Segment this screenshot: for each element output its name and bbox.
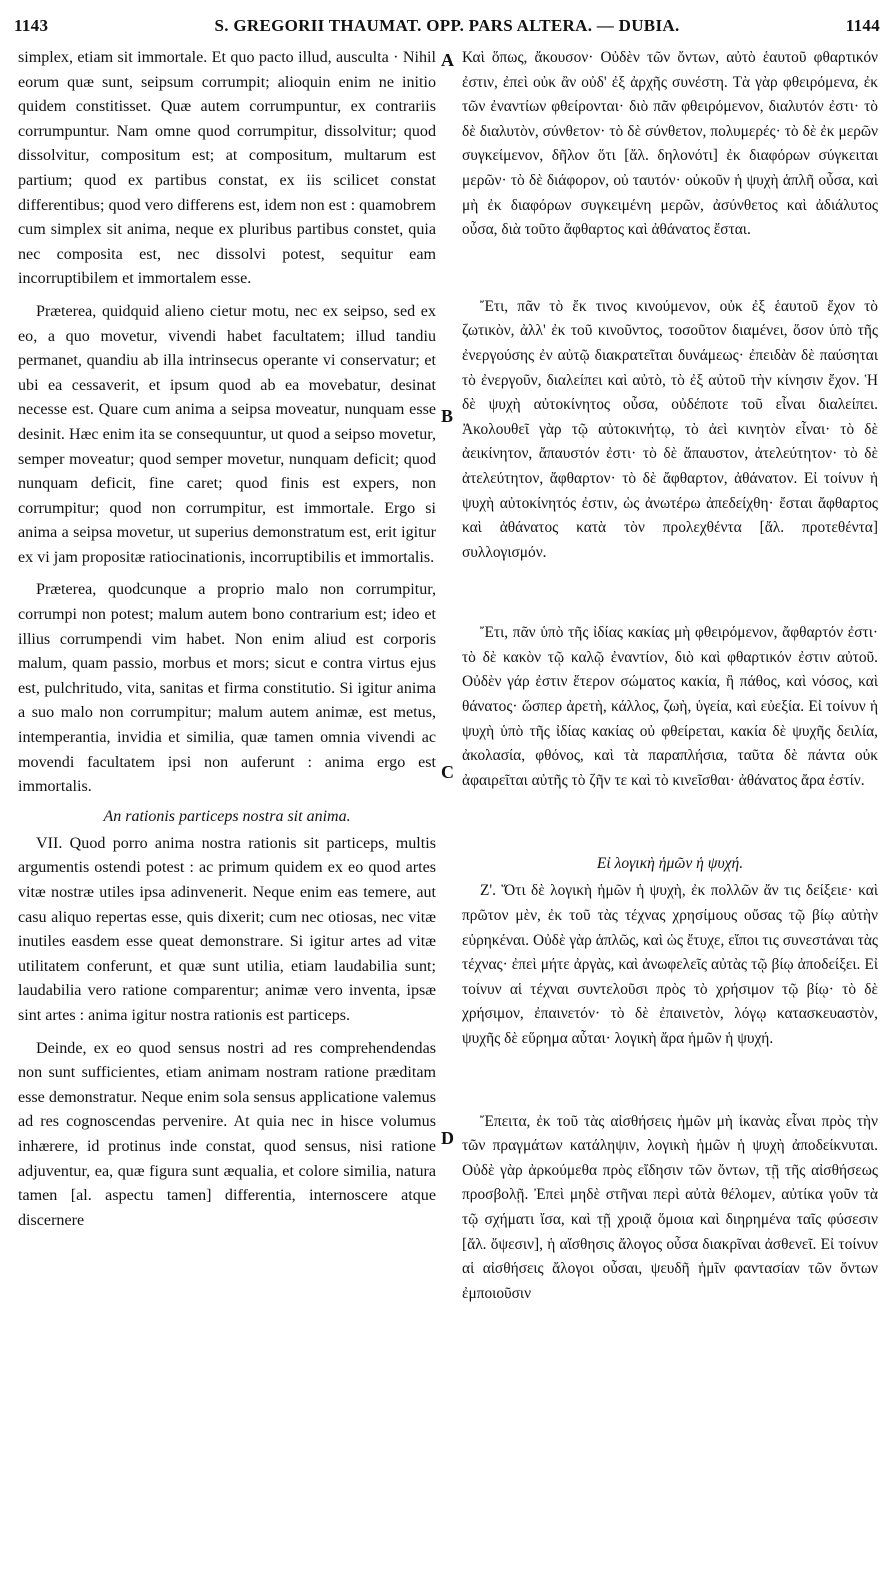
greek-paragraph-3: Ἔτι, πᾶν ὑπὸ τῆς ἰδίας κακίας μὴ φθειρόμενον, ἄφθαρτόν ἐστι· τὸ δὲ κακὸν τῷ καλῷ ἐναντίον, διὸ καὶ φθαρτικόν ἐστιν αὐτοῦ. Οὐδὲν γάρ ἐστιν ἕτερον σώματος κακία, ἢ πάθος, καὶ νόσος, καὶ θάνατος· ὥσπερ ἀρετὴ, κάλλος, ζωὴ, ὑγεία, καὶ εὐεξία. Εἰ τοίνυν ἡ ψυχὴ ὑπὸ τῆς ἰδίας κακίας οὐ φθείρεται, κακία δὲ ψυχῆς δειλία, ἀκολασία, φθόνος, καὶ τὰ παραπλήσια, ταῦτα δὲ πάντα οὐκ ἀφαιρεῖται αὐτῆς τὸ ζῆν τε καὶ τὸ κινεῖσθαι· ἀθάνατος ἄρα ἐστίν. bbox=[462, 624, 878, 789]
greek-paragraph-1: Καὶ ὅπως, ἄκουσον· Οὐδὲν τῶν ὄντων, αὐτὸ ἑαυτοῦ φθαρτικόν ἐστιν, ἐπεὶ οὐκ ἂν οὐδ' ἐξ ἀρχῆς συνέστη. Τὰ γὰρ φθειρόμενα, ἐκ τῶν ἐναντίων φθείρονται· διὸ πᾶν φθειρόμενον, διαλυτόν ἐστι· τὸ δὲ διαλυτὸν, σύνθετον· τὸ δὲ σύνθετον, πολυμερές· τὸ δὲ ἐκ μερῶν συγκείμενον, δῆλον ὅτι [ἄλ. δηλονότι] ἐκ διαφόρων σύγκειται μερῶν· τὸ δὲ διάφορον, οὐ ταυτόν· οὐκοῦν ἡ ψυχὴ ἁπλῆ οὖσα, καὶ μὴ ἐκ διαφόρων συγκειμένη μερῶν, ἀσύνθετος καὶ ἀδιάλυτος οὖσα, διὰ τοῦτο ἄφθαρτος καὶ ἀθάνατος ἔσται. bbox=[462, 49, 878, 239]
latin-paragraph-1: simplex, etiam sit immortale. Et quo pacto illud, ausculta · Nihil eorum quæ sunt, seipsum corrumpit; alioquin enim ne initio quidem constitisset. Quæ autem corrumpuntur, ex contrariis corrumpuntur. Nam omne quod corrumpitur, dissolvitur; quod dissolvitur, compositum est; at compositum, multarum est partium; quod ex partibus constat, ex iis scilicet constat differentibus; quod vero differens est, idem non est : quamobrem cum simplex sit anima, neque ex pluribus partibus constet, quia nec composita est, nec dissolvi potest, sequitur eam incorruptibilem et immortalem esse. bbox=[18, 49, 436, 288]
latin-paragraph-3: Præterea, quodcunque a proprio malo non corrumpitur, corrumpi non potest; malum autem bono contrarium est; ideo et illius corrumpendi vim habet. Non enim aliud est corporis malum, quam passio, morbus et mors; sicut e contra virtus ejus est, pulchritudo, vita, sanitas et firma constitutio. Si igitur anima a suo malo non corrumpitur; malum autem animæ, est metus, intemperantia, invidia et similia, quæ tamen omnia vivendi ac movendi facultatem ipsi non auferunt : anima ergo est immortalis. bbox=[18, 581, 436, 796]
margin-letter-c: C bbox=[441, 762, 454, 782]
margin-letter-b: B bbox=[441, 406, 454, 426]
margin-letter-a: A bbox=[441, 50, 454, 70]
greek-section-heading: Εἰ λογικὴ ἡμῶν ἡ ψυχή. bbox=[596, 855, 744, 873]
greek-column bbox=[462, 46, 878, 1306]
left-page-number: 1143 bbox=[14, 16, 49, 35]
latin-column bbox=[18, 46, 436, 1233]
latin-paragraph-2: Præterea, quidquid alieno cietur motu, nec ex seipso, sed ex eo, a quo movetur, vivendi habet facultatem; illud tandiu permanet, quandiu ab illa intrinsecus operante vi conservatur; et ubi ea cessaverit, et ipsum quod ab ea movebatur, desinat necesse est. Quare cum anima a seipsa moveatur, nunquam esse desinit. Hæc enim ita se consequuntur, ut quod a seipso movetur, semper moveatur; quod semper movetur, nunquam deficit; quod nunquam deficit, fine caret; quod finis est expers, non corrumpitur; quod non corrumpitur, est immortale. Ergo si anima a seipsa movetur, ut superius demonstratum est, erit igitur ex vi jam propositæ ratiocinationis, incorruptibilis et immortalis. bbox=[18, 302, 436, 566]
margin-letter-d: D bbox=[441, 1128, 454, 1148]
running-header bbox=[14, 16, 880, 42]
latin-section-heading: An rationis particeps nostra sit anima. bbox=[103, 807, 351, 825]
latin-paragraph-4: VII. Quod porro anima nostra rationis sit particeps, multis argumentis ostendi potest : ac primum quidem ex eo quod artes vitæ nostræ utiles ipsa adinvenerit. Neque enim eas temere, aut casu aliquo repertas esse, quis dixerit; cum nec otiosas, nec vitæ inutiles easdem esse queat demonstrare. Si igitur artes ad vitæ utilitatem conferunt, et quæ sunt utilia, etiam laudabilia sunt; laudabilia vero ratione comparentur; animæ vero inventa, ipsæ sint artes : anima igitur nostra rationis est particeps. bbox=[18, 834, 436, 1024]
running-title: S. GREGORII THAUMAT. OPP. PARS ALTERA. — DUBIA. bbox=[214, 16, 680, 35]
greek-paragraph-4: Ζ'. Ὅτι δὲ λογικὴ ἡμῶν ἡ ψυχὴ, ἐκ πολλῶν ἄν τις δείξειε· καὶ πρῶτον μὲν, ἐκ τοῦ τὰς τέχνας χρησίμους οὔσας τῷ βίῳ αὐτὴν εὑρηκέναι. Οὐδὲ γὰρ ἁπλῶς, καὶ ὡς ἔτυχε, εἴποι τις συνεστάναι τὰς τέχνας· ἐπεὶ μήτε ἀργὰς, καὶ ἀνωφελεῖς αὐτὰς τῷ βίῳ ἀποδείξει. Εἰ τοίνυν αἱ τέχναι συντελοῦσι πρὸς τὸ χρήσιμον τῷ βίῳ· τὸ δὲ χρήσιμον, ἐπαινετόν· τὸ δὲ ἐπαινετὸν, λόγῳ κατασκευαστὸν, ψυχῆς δὲ εὕρημα αὗται· λογικὴ ἄρα ἡμῶν ἡ ψυχή. bbox=[462, 882, 878, 1047]
right-page-number: 1144 bbox=[845, 16, 880, 35]
greek-paragraph-5: Ἔπειτα, ἐκ τοῦ τὰς αἰσθήσεις ἡμῶν μὴ ἱκανὰς εἶναι πρὸς τὴν τῶν πραγμάτων κατάληψιν, λογικὴ ἡμῶν ἡ ψυχὴ ἀποδείκνυται. Οὐδὲ γὰρ ἀρκούμεθα πρὸς εἴδησιν τῶν ὄντων, τῇ τῆς αἰσθήσεως προσβολῇ. Ἐπεὶ μηδὲ στῆναι περὶ αὐτὰ θέλομεν, αὐτίκα γοῦν τὰ τῷ σχήματι ἴσα, καὶ τῇ χροιᾷ ὅμοια καὶ διηρημένα ταῖς φύσεσιν [ἄλ. ὄψεσιν], ἡ αἴσθησις ἄλογος οὖσα διακρῖναι ἀσθενεῖ. Εἰ τοίνυν αἱ αἰσθήσεις ἄλογοι οὖσαι, ψευδῆ ἡμῖν φαντασίαν τῶν ὄντων ἐμποιοῦσιν bbox=[462, 1112, 878, 1302]
greek-paragraph-2: Ἔτι, πᾶν τὸ ἔκ τινος κινούμενον, οὐκ ἐξ ἑαυτοῦ ἔχον τὸ ζωτικὸν, ἀλλ' ἐκ τοῦ κινοῦντος, τοσοῦτον διαμένει, ὅσον ὑπὸ τῆς ἐνεργούσης ἐν αὐτῷ διακρατεῖται δυνάμεως· ἐπειδὰν δὲ παύσηται τὸ ἐνεργοῦν, διαλείπει καὶ αὐτὸ, τὸ ἐξ αὐτοῦ τὴν κίνησιν ἔχον. Ἡ δὲ ψυχὴ αὐτοκίνητος οὖσα, οὐδέποτε τοῦ εἶναι διαλείπει. Ἀκολουθεῖ γὰρ τῷ αὐτοκινήτῳ, τὸ ἀεὶ κινητὸν εἶναι· τὸ δὲ ἀεικίνητον, ἄπαυστόν ἐστι· τὸ δὲ ἄπαυστον, ἀτελεύτητον· τὸ δὲ ἀτελεύτητον, ἄφθαρτον· τὸ δὲ ἄφθαρτον, ἀθάνατον. Εἰ τοίνυν ἡ ψυχὴ αὐτοκίνητός ἐστιν, ὡς ἀνωτέρω ἀπεδείχθη· ἔσται ἄφθαρτος καὶ ἀθάνατος κατὰ τὸν προλεχθέντα [ἄλ. προτεθέντα] συλλογισμόν. bbox=[462, 297, 878, 561]
latin-paragraph-5: Deinde, ex eo quod sensus nostri ad res comprehendendas non sunt sufficientes, etiam animam nostram ratione præditam esse demonstratur. Neque enim sola sensus applicatione valemus ad res cognoscendas pervenire. At quia nec in hisce volumus inhærere, id protinus inde constat, quod sensus, nisi ratione adjuventur, ea, quæ figura sunt æqualia, et colore similia, natura tamen [al. aspectu tamen] differentia, internoscere atque discernere bbox=[18, 1039, 436, 1229]
